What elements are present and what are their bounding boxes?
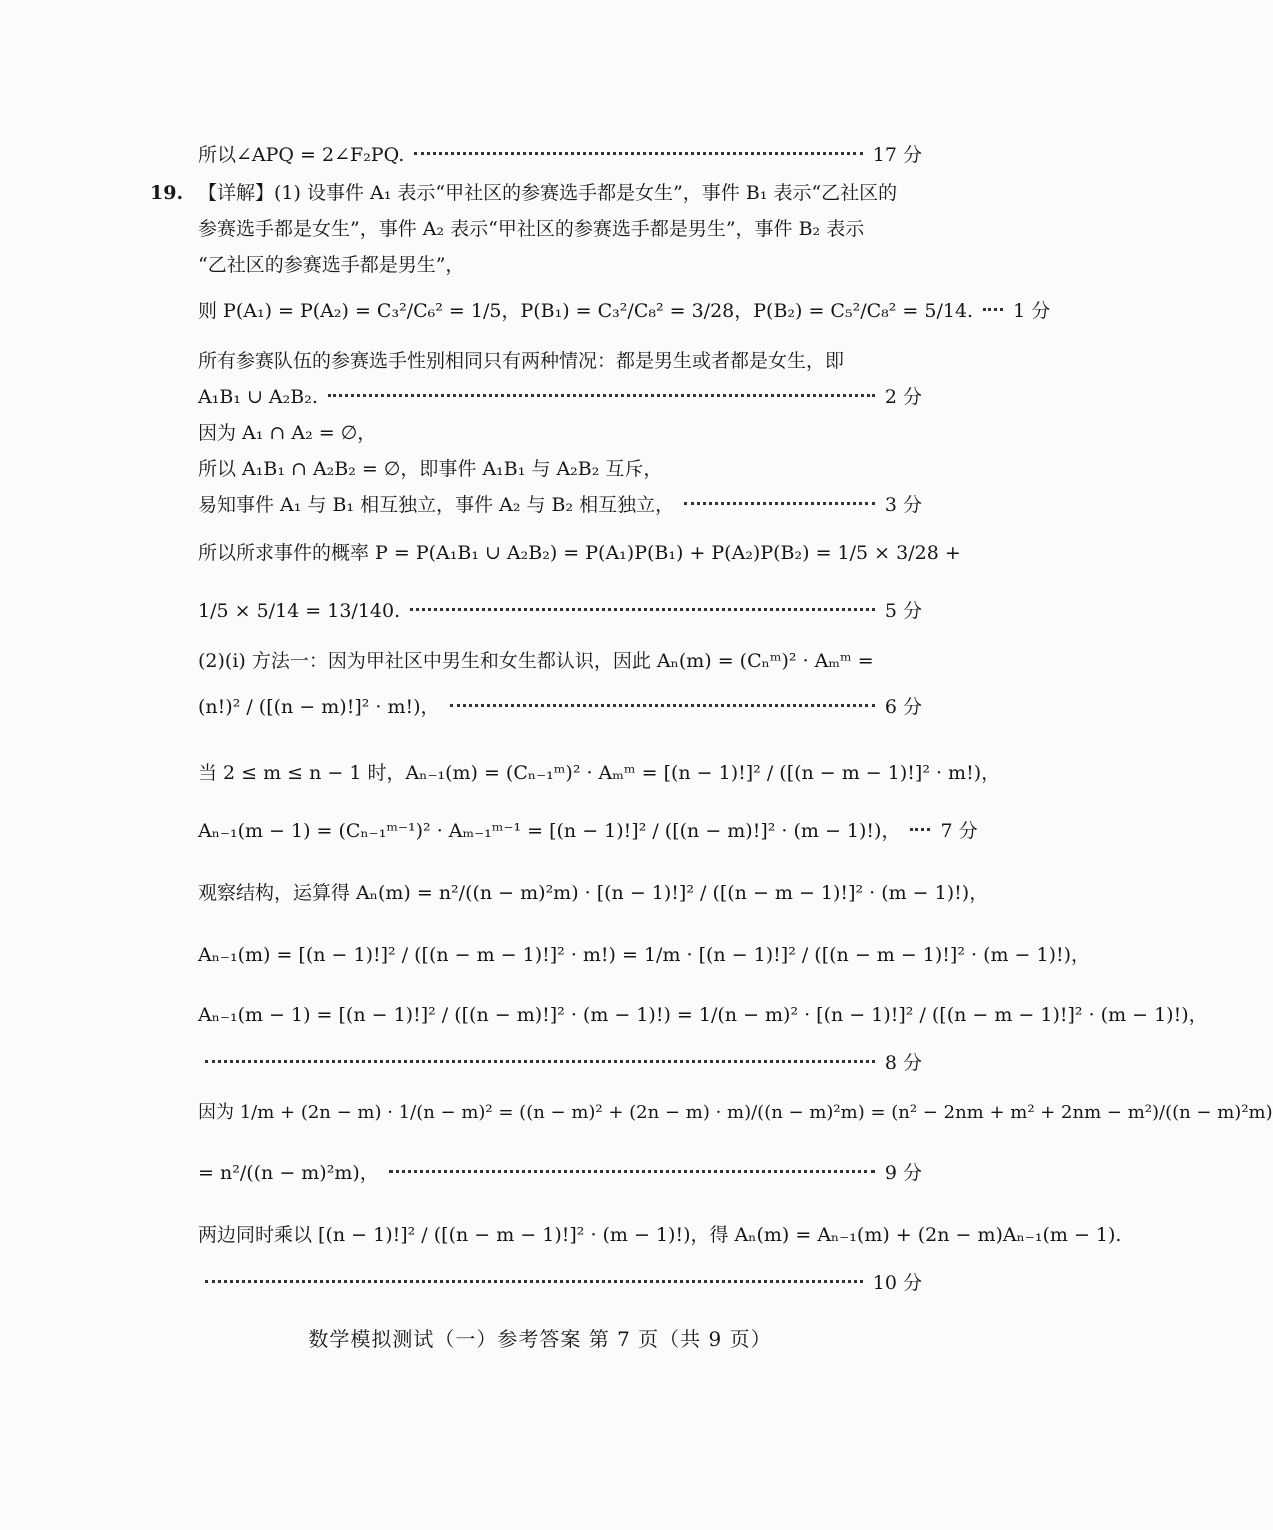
score: 6 分	[884, 696, 922, 718]
score: 5 分	[884, 600, 922, 622]
line-detail-1: 【详解】(1) 设事件 A₁ 表示“甲社区的参赛选手都是女生”，事件 B₁ 表示“乙社区的	[198, 182, 898, 204]
score: 10 分	[872, 1272, 922, 1294]
line-cases: 所有参赛队伍的参赛选手性别相同只有两种情况：都是男生或者都是女生，即	[198, 350, 845, 372]
line-union	[198, 384, 922, 410]
line-result	[198, 598, 922, 624]
dot-leader	[983, 308, 1003, 311]
dot-leader	[328, 394, 875, 397]
line-observe: 观察结构，运算得 Aₙ(m) = n²/((n − m)²m) · [(n − 1)!]² / ([(n − m − 1)!]² · (m − 1)!)，	[198, 882, 989, 904]
line-text: 1/5 × 5/14 = 13/140.	[198, 600, 401, 622]
dot-leader	[205, 1280, 863, 1283]
line-an-1-m: Aₙ₋₁(m) = [(n − 1)!]² / ([(n − m − 1)!]² · m!) = 1/m · [(n − 1)!]² / ([(n − m − 1)!]² · (m − 1)!)，	[198, 944, 1091, 966]
line-method-one: (2)(i) 方法一：因为甲社区中男生和女生都认识，因此 Aₙ(m) = (Cₙᵐ)² · Aₘᵐ =	[198, 650, 874, 672]
line-an-minus-1: 当 2 ≤ m ≤ n − 1 时，Aₙ₋₁(m) = (Cₙ₋₁ᵐ)² · Aₘᵐ = [(n − 1)!]² / ([(n − m − 1)!]² · m!)，	[198, 762, 1001, 784]
page-footer: 数学模拟测试（一）参考答案 第 7 页（共 9 页）	[308, 1327, 772, 1351]
score: 7 分	[940, 820, 978, 842]
line-text: 所以∠APQ = 2∠F₂PQ.	[198, 144, 405, 166]
score: 9 分	[884, 1162, 922, 1184]
line-8-points	[205, 1050, 922, 1076]
dot-leader	[414, 152, 863, 155]
score: 17 分	[872, 144, 922, 166]
line-intersection: 因为 A₁ ∩ A₂ = ∅，	[198, 422, 377, 444]
line-exclusive: 所以 A₁B₁ ∩ A₂B₂ = ∅，即事件 A₁B₁ 与 A₂B₂ 互斥，	[198, 458, 663, 480]
dot-leader	[684, 502, 875, 505]
line-because: 因为 1/m + (2n − m) · 1/(n − m)² = ((n − m)² + (2n − m) · m)/((n − m)²m) = (n² − 2nm + m² + 2nm − m²)/((n − m)²m)	[198, 1102, 1273, 1123]
line-text: (n!)² / ([(n − m)!]² · m!)，	[198, 696, 440, 718]
line-probabilities	[198, 298, 1051, 324]
score: 2 分	[884, 386, 922, 408]
line-text: A₁B₁ ∪ A₂B₂.	[198, 386, 318, 408]
score: 3 分	[884, 494, 922, 516]
line-apq	[198, 142, 922, 168]
line-detail-3: “乙社区的参赛选手都是男生”，	[198, 254, 465, 276]
dot-leader	[910, 828, 930, 831]
score: 8 分	[884, 1052, 922, 1074]
line-text: 则 P(A₁) = P(A₂) = C₃²/C₆² = 1/5，P(B₁) = C₃²/C₈² = 3/28，P(B₂) = C₅²/C₈² = 5/14.	[198, 300, 974, 322]
line-multiply: 两边同时乘以 [(n − 1)!]² / ([(n − m − 1)!]² · (m − 1)!)，得 Aₙ(m) = Aₙ₋₁(m) + (2n − m)Aₙ₋₁(m − 1).	[198, 1224, 1122, 1246]
line-an-minus-1-m-minus-1	[198, 818, 978, 844]
score: 1 分	[1013, 300, 1051, 322]
dot-leader	[389, 1170, 875, 1173]
line-text: = n²/((n − m)²m)，	[198, 1162, 379, 1184]
line-an-1-m-1: Aₙ₋₁(m − 1) = [(n − 1)!]² / ([(n − m)!]² · (m − 1)!) = 1/(n − m)² · [(n − 1)!]² / ([(n − m − 1)!]² · (m − 1)!)，	[198, 1004, 1208, 1026]
line-probability-sum: 所以所求事件的概率 P = P(A₁B₁ ∪ A₂B₂) = P(A₁)P(B₁) + P(A₂)P(B₂) = 1/5 × 3/28 +	[198, 542, 961, 564]
dot-leader	[205, 1060, 875, 1063]
dot-leader	[410, 608, 875, 611]
line-10-points	[205, 1270, 922, 1296]
line-equals	[198, 1160, 922, 1186]
line-an-formula	[198, 694, 922, 720]
line-text: Aₙ₋₁(m − 1) = (Cₙ₋₁ᵐ⁻¹)² · Aₘ₋₁ᵐ⁻¹ = [(n − 1)!]² / ([(n − m)!]² · (m − 1)!)，	[198, 820, 901, 842]
question-number: 19.	[150, 182, 184, 204]
line-text: 易知事件 A₁ 与 B₁ 相互独立，事件 A₂ 与 B₂ 相互独立，	[198, 494, 675, 516]
dot-leader	[450, 704, 875, 707]
line-detail-2: 参赛选手都是女生”，事件 A₂ 表示“甲社区的参赛选手都是男生”，事件 B₂ 表示	[198, 218, 865, 240]
line-independent	[198, 492, 922, 518]
